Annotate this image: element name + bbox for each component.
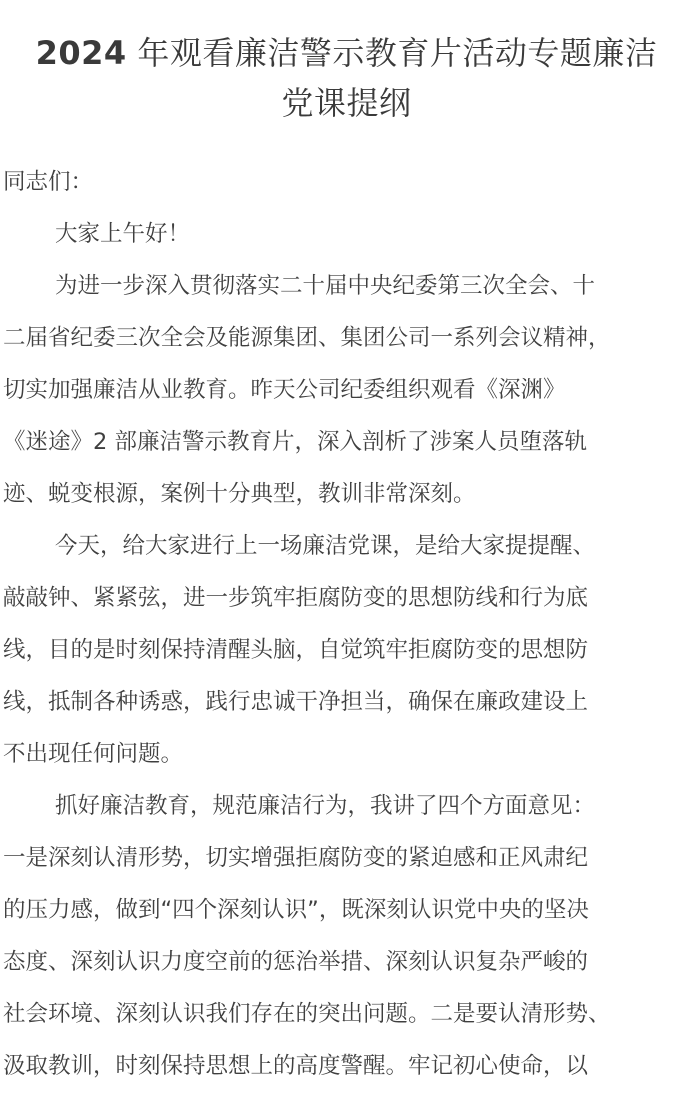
salutation-text: 同志们： (3, 169, 94, 195)
paragraph-line (3, 260, 691, 312)
paragraph-line: 社会环境、深刻认识我们存在的突出问题。二是要认清形势、 (3, 1001, 611, 1027)
salutation (3, 156, 691, 208)
paragraph-line: 态度、深刻认识力度空前的惩治举措、深刻认识复杂严峻的 (3, 949, 589, 975)
title-line-1 (0, 28, 693, 78)
paragraph-intro (3, 260, 691, 520)
document-title (0, 0, 693, 128)
title-line-1-text: 年观看廉洁警示教育片活动专题廉洁 (126, 34, 658, 72)
paragraph-purpose (3, 520, 691, 780)
paragraph-greeting (3, 208, 691, 260)
paragraph-line: 迹、蜕变根源，案例十分典型，教训非常深刻。 (3, 481, 476, 507)
paragraph-four-points (3, 780, 691, 1092)
paragraph-line: 切实加强廉洁从业教育。昨天公司纪委组织观看《深渊》 (3, 377, 566, 403)
paragraph-line (3, 520, 691, 572)
title-year: 2024 (35, 34, 127, 72)
paragraph-line: 二届省纪委三次全会及能源集团、集团公司一系列会议精神， (3, 325, 611, 351)
paragraph-line-text: 为进一步深入贯彻落实二十届中央纪委第三次全会、十 (55, 273, 596, 299)
paragraph-line (3, 208, 691, 260)
paragraph-line: 《迷途》2 部廉洁警示教育片，深入剖析了涉案人员堕落轨 (3, 429, 587, 455)
paragraph-line: 线，目的是时刻保持清醒头脑，自觉筑牢拒腐防变的思想防 (3, 637, 589, 663)
paragraph-line (3, 780, 691, 832)
paragraph-line: 的压力感，做到“四个深刻认识”，既深刻认识党中央的坚决 (3, 897, 589, 923)
paragraph-line: 不出现任何问题。 (3, 741, 184, 767)
paragraph-line: 汲取教训，时刻保持思想上的高度警醒。牢记初心使命，以 (3, 1053, 589, 1079)
paragraph-line: 一是深刻认清形势，切实增强拒腐防变的紧迫感和正风肃纪 (3, 845, 589, 871)
paragraph-line-text: 大家上午好！ (55, 221, 191, 247)
document-body (3, 156, 691, 1092)
paragraph-line: 敲敲钟、紧紧弦，进一步筑牢拒腐防变的思想防线和行为底 (3, 585, 589, 611)
title-line-2: 党课提纲 (281, 84, 412, 122)
paragraph-line-text: 今天，给大家进行上一场廉洁党课，是给大家提提醒、 (55, 533, 596, 559)
paragraph-line: 线，抵制各种诱惑，践行忠诚干净担当，确保在廉政建设上 (3, 689, 589, 715)
paragraph-line-text: 抓好廉洁教育，规范廉洁行为，我讲了四个方面意见： (55, 793, 596, 819)
